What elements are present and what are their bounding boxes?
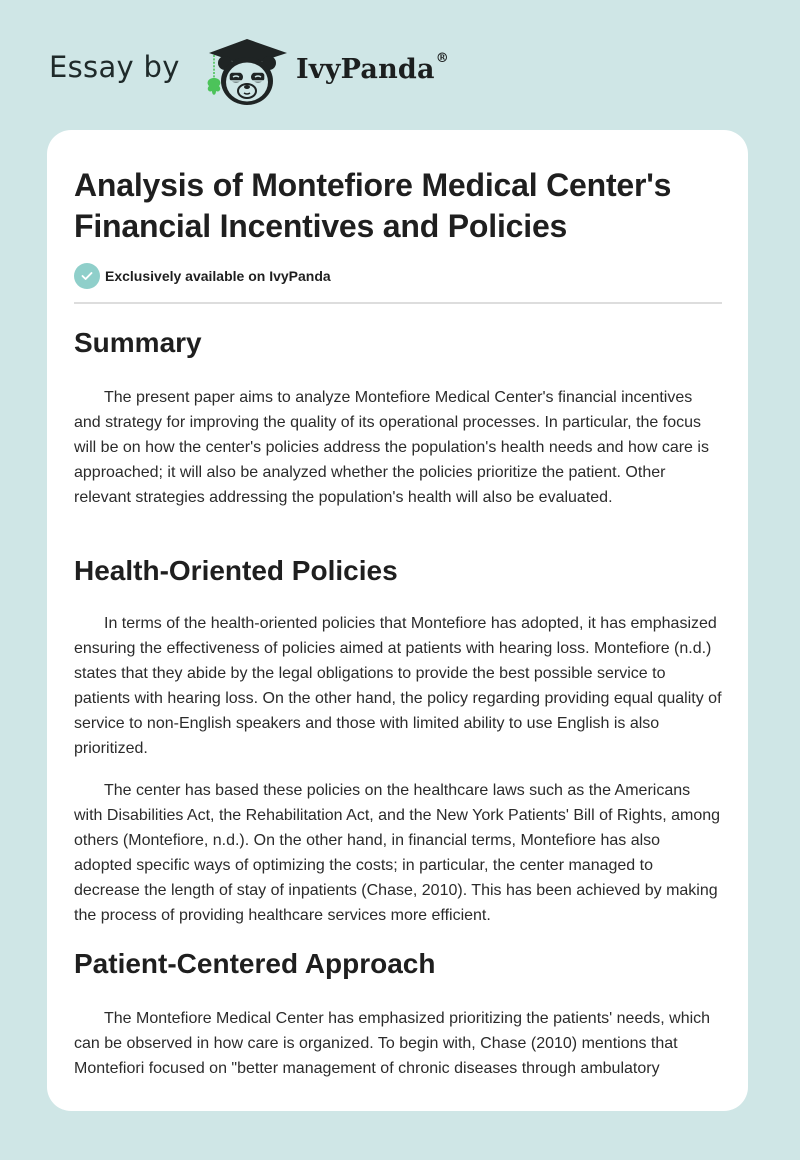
registered-mark: ® <box>435 51 449 66</box>
brand-name: IvyPanda <box>296 54 435 85</box>
essay-by-label: Essay by <box>49 50 180 84</box>
section-heading-health-oriented-policies: Health-Oriented Policies <box>74 555 398 586</box>
essay-card <box>47 130 748 1111</box>
brand-wordmark[interactable] <box>296 51 449 85</box>
exclusive-badge-text: Exclusively available on IvyPanda <box>105 268 331 284</box>
site-header <box>0 0 800 130</box>
section-heading-patient-centered-approach: Patient-Centered Approach <box>74 948 436 979</box>
health-policies-paragraph-1: In terms of the health-oriented policies that Montefiore has adopted, it has emphasized ensuring the effectiveness of policies aimed at patients with hearing loss. Montefiore (n.d.) states that they abide by the legal obligations to provide the best possible service to patients with hearing loss. On the other hand, the policy regarding providing equal quality of service to non-English speakers and those with limited ability to use English is also prioritized. <box>74 615 722 757</box>
patient-centered-paragraph: The Montefiore Medical Center has emphasized prioritizing the patients' needs, which can be observed in how care is organized. To begin with, Chase (2010) mentions that Montefiori focused on "better management of chronic diseases through ambulatory <box>74 1010 711 1077</box>
section-heading-summary: Summary <box>74 327 202 358</box>
summary-paragraph: The present paper aims to analyze Montefiore Medical Center's financial incentives and strategy for improving the quality of its operational processes. In particular, the focus will be on how the center's policies address the population's health needs and how care is approached; it will also be analyzed whether the policies prioritize the patient. Other relevant strategies addressing the population's health will also be evaluated. <box>74 389 709 506</box>
exclusive-badge <box>74 263 331 289</box>
page-title: Analysis of Montefiore Medical Center's Financial Incentives and Policies <box>74 167 672 244</box>
check-circle-icon <box>74 263 100 289</box>
title-divider <box>74 302 722 304</box>
health-policies-paragraph-2: The center has based these policies on the healthcare laws such as the Americans with Disabilities Act, the Rehabilitation Act, and the New York Patients' Bill of Rights, among others (Montefiore, n.d.). On the other hand, in financial terms, Montefiore has also adopted specific ways of optimizing the costs; in particular, the center managed to decrease the length of stay of inpatients (Chase, 2010). This has been achieved by making the process of providing healthcare services more efficient. <box>74 782 721 924</box>
panda-graduation-cap-icon[interactable] <box>203 36 291 108</box>
